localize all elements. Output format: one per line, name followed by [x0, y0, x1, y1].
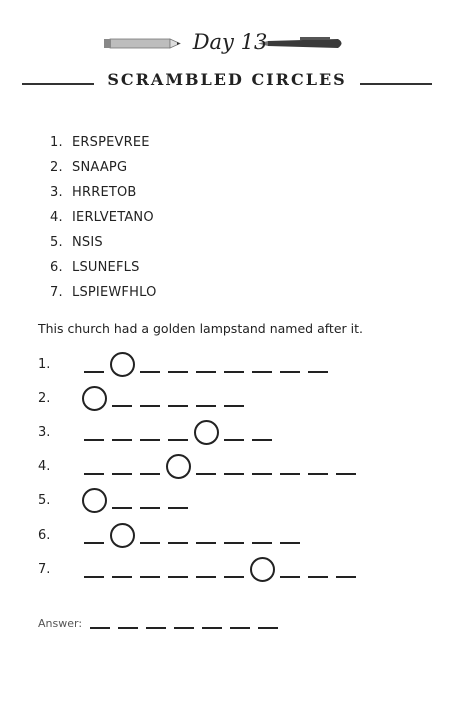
letter-blank[interactable]	[140, 439, 160, 441]
day-label: Day 13	[192, 30, 268, 54]
circled-letter-slot[interactable]	[110, 352, 135, 377]
letter-blank[interactable]	[336, 473, 356, 475]
letter-blank[interactable]	[168, 542, 188, 544]
row-number: 5.	[38, 493, 51, 508]
letter-blank[interactable]	[84, 371, 104, 373]
list-item: 2. SNAAPG	[50, 160, 128, 175]
letter-blank[interactable]	[280, 371, 300, 373]
letter-blank[interactable]	[280, 576, 300, 578]
letter-blank[interactable]	[168, 507, 188, 509]
letter-blank[interactable]	[112, 507, 132, 509]
letter-blank[interactable]	[112, 576, 132, 578]
row-number: 2.	[38, 391, 51, 406]
letter-blank[interactable]	[140, 542, 160, 544]
letter-blank[interactable]	[140, 507, 160, 509]
letter-blank[interactable]	[84, 439, 104, 441]
list-item: 4. IERLVETANO	[50, 210, 154, 225]
answer-letter-blank[interactable]	[202, 627, 222, 629]
letter-blank[interactable]	[112, 405, 132, 407]
page-title: SCRAMBLED CIRCLES	[107, 70, 347, 89]
letter-blank[interactable]	[252, 371, 272, 373]
letter-blank[interactable]	[308, 473, 328, 475]
letter-blank[interactable]	[224, 371, 244, 373]
letter-blank[interactable]	[252, 542, 272, 544]
circled-letter-slot[interactable]	[250, 557, 275, 582]
letter-blank[interactable]	[224, 439, 244, 441]
letter-blank[interactable]	[196, 576, 216, 578]
letter-blank[interactable]	[196, 405, 216, 407]
letter-blank[interactable]	[140, 473, 160, 475]
letter-blank[interactable]	[252, 439, 272, 441]
letter-blank[interactable]	[140, 405, 160, 407]
list-item: 7. LSPIEWFHLO	[50, 285, 157, 300]
row-number: 6.	[38, 528, 51, 543]
letter-blank[interactable]	[308, 576, 328, 578]
letter-blank[interactable]	[168, 405, 188, 407]
letter-blank[interactable]	[308, 371, 328, 373]
letter-blank[interactable]	[280, 473, 300, 475]
letter-blank[interactable]	[84, 576, 104, 578]
answer-label: Answer:	[38, 617, 83, 630]
letter-blank[interactable]	[168, 371, 188, 373]
letter-blank[interactable]	[84, 542, 104, 544]
circled-letter-slot[interactable]	[82, 488, 107, 513]
answer-letter-blank[interactable]	[174, 627, 194, 629]
answer-letter-blank[interactable]	[118, 627, 138, 629]
clue-text: This church had a golden lampstand named after it.	[38, 321, 363, 336]
list-item: 1. ERSPEVREE	[50, 135, 150, 150]
circled-letter-slot[interactable]	[194, 420, 219, 445]
row-number: 7.	[38, 562, 51, 577]
answer-letter-blank[interactable]	[258, 627, 278, 629]
row-number: 4.	[38, 459, 51, 474]
letter-blank[interactable]	[196, 542, 216, 544]
row-number: 3.	[38, 425, 51, 440]
answer-letter-blank[interactable]	[90, 627, 110, 629]
letter-blank[interactable]	[336, 576, 356, 578]
letter-blank[interactable]	[196, 473, 216, 475]
letter-blank[interactable]	[224, 576, 244, 578]
list-item: 3. HRRETOB	[50, 185, 137, 200]
letter-blank[interactable]	[112, 439, 132, 441]
letter-blank[interactable]	[196, 371, 216, 373]
row-number: 1.	[38, 357, 51, 372]
letter-blank[interactable]	[168, 576, 188, 578]
circled-letter-slot[interactable]	[110, 523, 135, 548]
letter-blank[interactable]	[224, 473, 244, 475]
letter-blank[interactable]	[252, 473, 272, 475]
list-item: 6. LSUNEFLS	[50, 260, 140, 275]
letter-blank[interactable]	[112, 473, 132, 475]
circled-letter-slot[interactable]	[82, 386, 107, 411]
letter-blank[interactable]	[84, 473, 104, 475]
circled-letter-slot[interactable]	[166, 454, 191, 479]
letter-blank[interactable]	[140, 371, 160, 373]
list-item: 5. NSIS	[50, 235, 103, 250]
letter-blank[interactable]	[224, 542, 244, 544]
answer-letter-blank[interactable]	[230, 627, 250, 629]
letter-blank[interactable]	[224, 405, 244, 407]
letter-blank[interactable]	[280, 542, 300, 544]
answer-letter-blank[interactable]	[146, 627, 166, 629]
letter-blank[interactable]	[140, 576, 160, 578]
letter-blank[interactable]	[168, 439, 188, 441]
